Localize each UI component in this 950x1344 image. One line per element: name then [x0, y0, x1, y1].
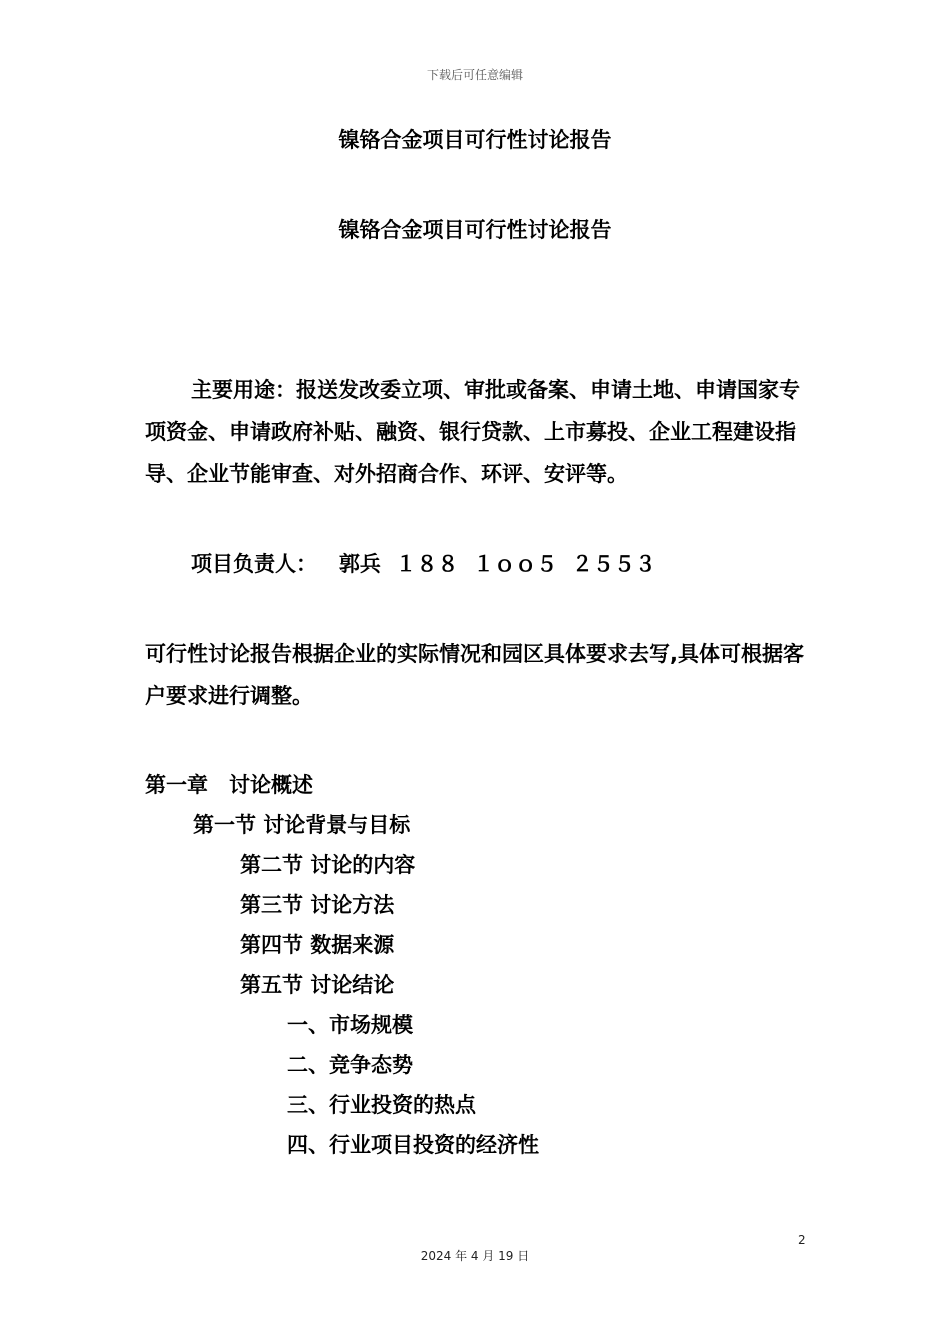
note-paragraph: 可行性讨论报告根据企业的实际情况和园区具体要求去写,具体可根据客户要求进行调整。	[145, 642, 804, 708]
page-footer-date: 2024 年 4 月 19 日	[420, 1249, 530, 1263]
document-title: 镍铬合金项目可行性讨论报告	[338, 128, 612, 152]
page-header: 下载后可任意编辑	[426, 68, 523, 82]
toc-subsection: 二、竞争态势	[287, 1053, 413, 1077]
project-contact: 项目负责人： 郭兵 １８８ １ｏｏ５ ２５５３	[191, 552, 656, 576]
toc-section: 第二节 讨论的内容	[240, 853, 416, 877]
page-number: 2	[798, 1233, 806, 1247]
toc-subsection: 三、行业投资的热点	[287, 1093, 476, 1117]
toc-section: 第五节 讨论结论	[240, 973, 395, 997]
toc-section: 第四节 数据来源	[240, 933, 395, 957]
toc-subsection: 一、市场规模	[287, 1013, 413, 1037]
toc-chapter: 第一章 讨论概述	[145, 773, 313, 797]
toc-section: 第三节 讨论方法	[240, 893, 395, 917]
toc-subsection: 四、行业项目投资的经济性	[287, 1133, 539, 1157]
toc-section: 第一节 讨论背景与目标	[193, 813, 411, 837]
purpose-paragraph: 主要用途：报送发改委立项、审批或备案、申请土地、申请国家专项资金、申请政府补贴、融资、银行贷款、上市募投、企业工程建设指导、企业节能审查、对外招商合作、环评、安评等。	[145, 378, 800, 486]
document-subtitle: 镍铬合金项目可行性讨论报告	[338, 218, 612, 242]
